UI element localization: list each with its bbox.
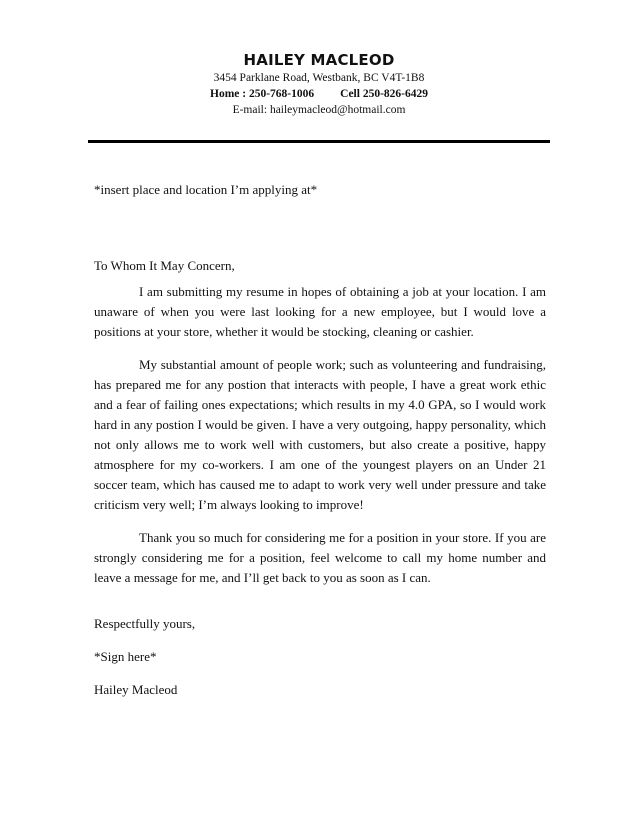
- salutation: To Whom It May Concern,: [94, 258, 235, 273]
- sender-phones: [0, 86, 638, 102]
- paragraph-1: I am submitting my resume in hopes of obtaining a job at your location. I am unaware of when you were last looking for a new employee, but I would love a positions at your store, whether it would be stocking, cleaning or cashier.: [94, 284, 546, 339]
- signature-placeholder: *Sign here*: [94, 649, 157, 664]
- cell-phone: Cell 250-826-6429: [340, 88, 428, 100]
- home-phone: Home : 250-768-1006: [210, 88, 315, 100]
- sender-name: HAILEY MACLEOD: [243, 51, 395, 69]
- sender-email: E-mail: haileymacleod@hotmail.com: [232, 104, 406, 116]
- letter-body: [94, 180, 546, 700]
- sender-address: 3454 Parklane Road, Westbank, BC V4T-1B8: [213, 72, 425, 84]
- letterhead: [0, 50, 638, 118]
- place-placeholder: *insert place and location I’m applying at*: [94, 182, 318, 197]
- paragraph-3: Thank you so much for considering me for a position in your store. If you are strongly considering me for a position, feel welcome to call my home number and leave a message for me, and I’ll get back to you as soon as I can.: [94, 530, 546, 585]
- paragraph-2: My substantial amount of people work; such as volunteering and fundraising, has prepared me for any postion that interacts with people, I have a great work ethic and a fear of failing ones expectations; which results in my 4.0 GPA, so I would work hard in any postion I would be given. I have a very outgoing, happy personality, which not only allows me to work well with customers, but also create a positive, happy atmosphere for my co-workers. I am one of the youngest players on an Under 21 soccer team, which has caused me to adapt to work very well under pressure and take criticism very well; I’m always looking to improve!: [94, 357, 546, 512]
- closing: Respectfully yours,: [94, 616, 196, 631]
- signed-name: Hailey Macleod: [94, 682, 178, 697]
- header-divider: [88, 140, 550, 143]
